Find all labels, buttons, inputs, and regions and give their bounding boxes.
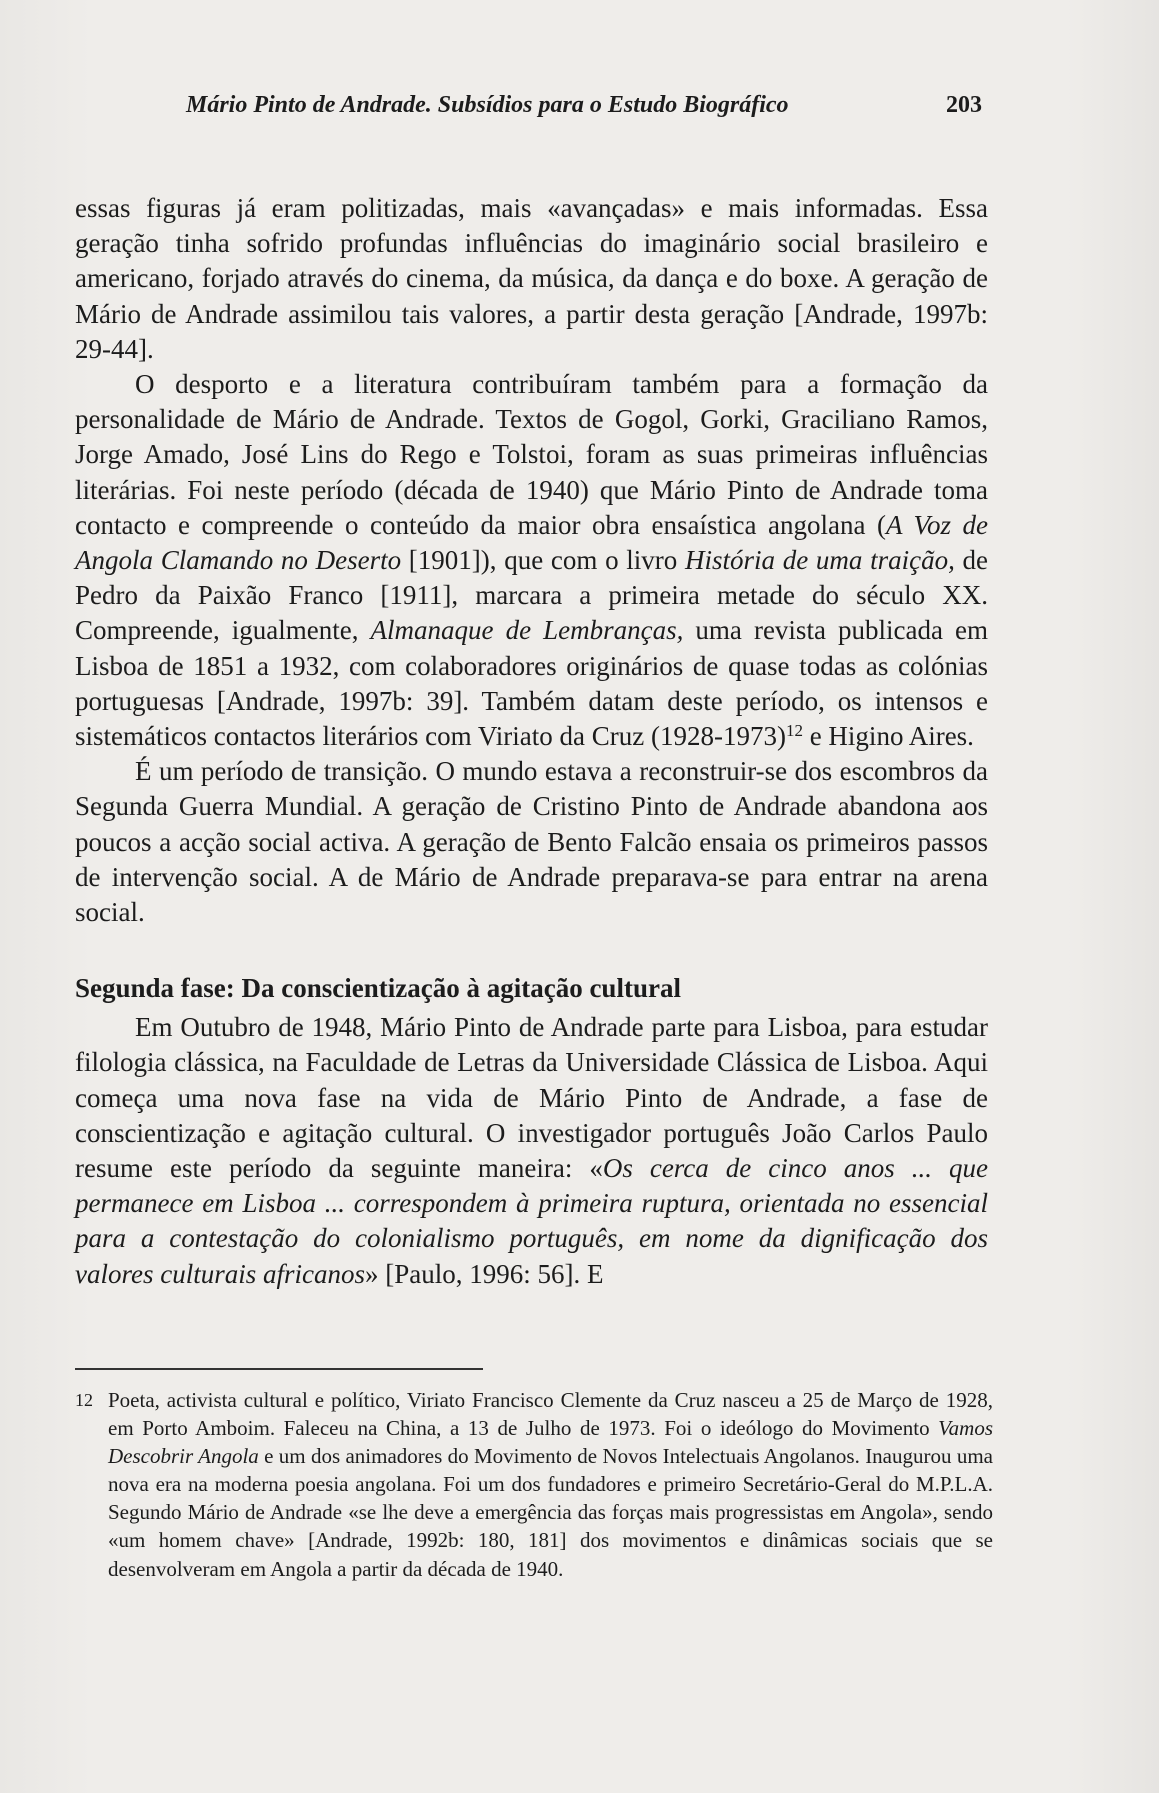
text-run: O desporto e a literatura contribuíram também para a formação da personalidade de Mário de Andrade. Textos de Gogol, Gorki, Graciliano Ramos, Jorge Amado, José Lins do Rego e Tolstoi, foram as suas primeiras influências literárias. Foi neste período (década de 1940) que Mário Pinto de Andrade toma contacto e compreende o conteúdo da maior obra ensaística angolana ( bbox=[75, 369, 988, 540]
text-run: [1901]), que com o livro bbox=[401, 545, 685, 576]
text-run: de Pedro da Paixão Franco [1911], marcara a primeira metade do século XX. Compreende, igualmente, bbox=[75, 545, 989, 646]
footnote-reference: 12 bbox=[785, 721, 803, 741]
footnote bbox=[75, 1386, 993, 1583]
running-title: Mário Pinto de Andrade. Subsídios para o Estudo Biográfico bbox=[186, 92, 789, 118]
book-title-italic: A Voz de Angola Clamando no Deserto bbox=[75, 509, 989, 576]
paragraph-2 bbox=[75, 367, 988, 754]
body-text bbox=[75, 191, 988, 1292]
quotation-italic: Os cerca de cinco anos ... que permanece em Lisboa ... correspondem à primeira ruptura, orientada no essencial para a contestação do colonialismo português, em nome da dignificação dos valores culturais africanos bbox=[75, 1153, 988, 1289]
text-run: e um dos animadores do Movimento de Novos Intelectuais Angolanos. Inaugurou uma nova era na moderna poesia angolana. Foi um dos fundadores e primeiro Secretário-Geral do M.P.L.A. Segundo Mário de Andrade «se lhe deve a emergência das forças mais progressistas em Angola», sendo «um homem chave» [Andrade, 1992b: 180, 181] dos movimentos e dinâmicas sociais que se desenvolveram em Angola a partir da década de 1940. bbox=[108, 1444, 993, 1581]
text-run: Poeta, activista cultural e político, Viriato Francisco Clemente da Cruz nasceu a 25 de Março de 1928, em Porto Amboim. Faleceu na China, a 13 de Julho de 1973. Foi o ideólogo do Movimento bbox=[108, 1388, 993, 1441]
book-title-italic: História de uma traição, bbox=[684, 545, 955, 576]
footnote-number: 12 bbox=[75, 1390, 93, 1410]
movement-name-italic: Vamos Descobrir Angola bbox=[108, 1416, 993, 1469]
text-run: Em Outubro de 1948, Mário Pinto de Andrade parte para Lisboa, para estudar filologia clássica, na Faculdade de Letras da Universidade Clássica de Lisboa. Aqui começa uma nova fase na vida de Mário Pinto de Andrade, a fase de conscientização e agitação cultural. O investigador português João Carlos Paulo resume este período da seguinte maneira: « bbox=[75, 1012, 988, 1184]
text-run: É um período de transição. O mundo estava a reconstruir-se dos escombros da Segunda Guerra Mundial. A geração de Cristino Pinto de Andrade abandona aos poucos a acção social activa. A geração de Bento Falcão ensaia os primeiros passos de intervenção social. A de Mário de Andrade preparava-se para entrar na arena social. bbox=[75, 756, 988, 928]
text-run: » [Paulo, 1996: 56]. E bbox=[365, 1258, 604, 1289]
text-run: essas figuras já eram politizadas, mais «avançadas» e mais informadas. Essa geração tinha sofrido profundas influências do imaginário social brasileiro e americano, forjado através do cinema, da música, da dança e do boxe. A geração de Mário de Andrade assimilou tais valores, a partir desta geração [Andrade, 1997b: 29-44]. bbox=[75, 193, 988, 364]
page-number: 203 bbox=[946, 92, 982, 118]
paragraph-4 bbox=[75, 1010, 988, 1292]
text-run: e Higino Aires. bbox=[802, 721, 974, 752]
footnote-text bbox=[108, 1386, 993, 1583]
footnote-separator bbox=[75, 1368, 483, 1370]
paragraph-1 bbox=[75, 191, 988, 367]
magazine-title-italic: Almanaque de Lembranças, bbox=[370, 615, 684, 646]
section-heading: Segunda fase: Da conscientização à agitação cultural bbox=[75, 973, 681, 1004]
text-run: uma revista publicada em Lisboa de 1851 a 1932, com colaboradores originários de quase todas as colónias portuguesas [Andrade, 1997b: 39]. Também datam deste período, os intensos e sistemáticos contactos literários com Viriato da Cruz (1928-1973) bbox=[75, 615, 988, 752]
page-header bbox=[186, 92, 986, 128]
paragraph-3 bbox=[75, 754, 988, 930]
